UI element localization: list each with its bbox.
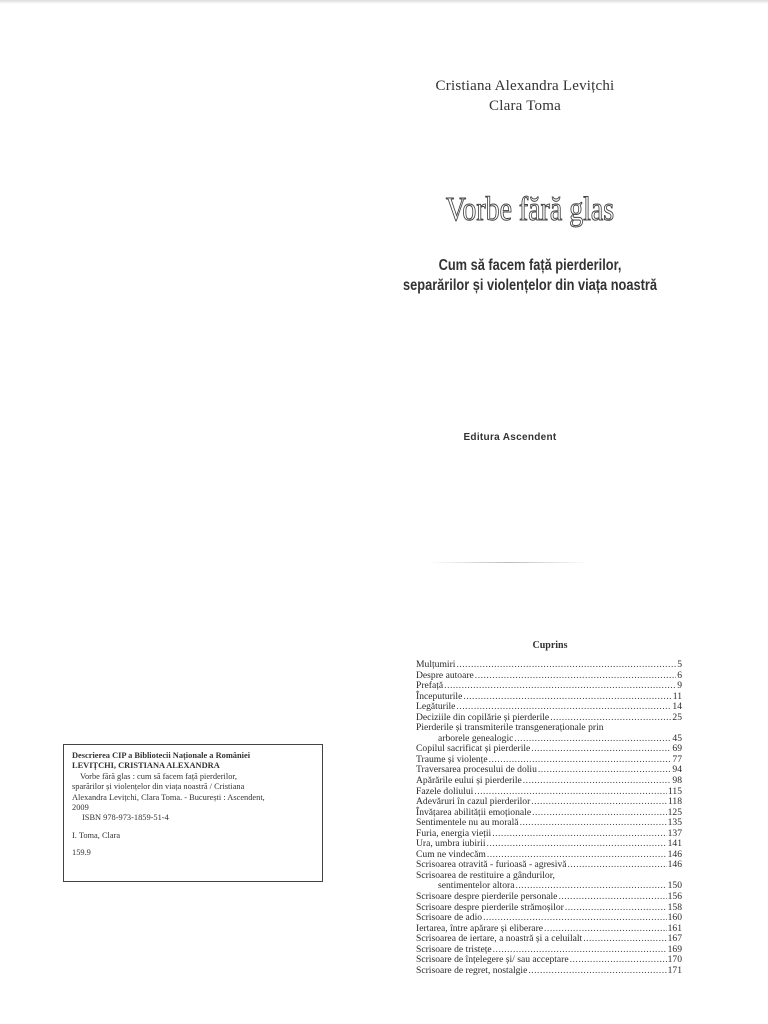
toc-leader-dots [528, 966, 666, 977]
toc-leader-dots [514, 734, 671, 745]
toc-entry-page: 146 [667, 848, 682, 860]
cip-description-box [63, 744, 323, 882]
toc-entry [416, 776, 682, 787]
toc-entry-title: Traume și violențe [416, 753, 488, 765]
toc-entry [416, 660, 682, 671]
toc-entry-title: sentimentelor altora [438, 880, 515, 892]
toc-entry-title: Fazele doliului [416, 785, 474, 797]
toc-leader-dots [583, 934, 666, 945]
toc-entry [416, 966, 682, 977]
toc-entry-page: 69 [672, 743, 682, 755]
toc-entry-title: Scrisoare de înțelegere și/ sau acceptare [416, 954, 569, 966]
toc-entry [416, 671, 682, 682]
author-2: Clara Toma [489, 98, 561, 114]
toc-entry-title: Scrisoare despre pierderile personale [416, 891, 558, 903]
toc-entry-page: 169 [667, 943, 682, 955]
publisher: Editura Ascendent [463, 432, 557, 443]
toc-entry [416, 692, 682, 703]
toc-entry-title: Prefață [416, 680, 444, 692]
toc-leader-dots [538, 765, 672, 776]
toc-entry-page: 137 [667, 827, 682, 839]
toc-entry-title: Scrisoarea otravită - furioasă - agresivă [416, 859, 567, 871]
toc-entry-page: 156 [667, 891, 682, 903]
toc-leader-dots [492, 829, 666, 840]
toc-leader-dots [568, 860, 667, 871]
toc-leader-dots [558, 892, 666, 903]
cip-classification: 159.9 [72, 848, 91, 858]
toc-leader-dots [463, 692, 671, 703]
authors [380, 76, 670, 116]
cip-line: Vorbe fără glas : cum să facem față pierderilor, [80, 771, 237, 781]
toc-entry [416, 892, 682, 903]
toc-entry-page: 167 [667, 933, 682, 945]
subtitle-line-1: Cum să facem față pierderilor, [438, 257, 622, 274]
toc-leader-dots [532, 808, 667, 819]
cip-gap [72, 841, 317, 848]
toc-leader-dots [531, 797, 667, 808]
toc-entry-page: 158 [667, 901, 682, 913]
table-of-contents [416, 660, 682, 976]
toc-entry-page: 125 [667, 806, 682, 818]
toc-heading: Cuprins [532, 640, 568, 651]
toc-leader-dots [570, 955, 667, 966]
toc-entry-page: 5 [677, 659, 682, 670]
toc-entry-page: 146 [667, 859, 682, 871]
toc-leader-dots [531, 744, 671, 755]
book-subtitle [378, 256, 682, 296]
toc-leader-dots [475, 671, 676, 682]
cip-isbn: ISBN 978-973-1859-51-4 [82, 813, 169, 823]
toc-entry-title: Adevăruri în cazul pierderilor [416, 796, 531, 808]
toc-entry-page: 77 [672, 753, 682, 765]
toc-entry-page: 25 [672, 711, 682, 723]
toc-entry-title: Iertarea, între apărare și eliberare [416, 922, 544, 934]
toc-entry-page: 98 [672, 775, 682, 787]
toc-entry-first-line: Pierderile și transmiterile transgeneraționale prin [416, 722, 604, 734]
toc-entry-title: Cum ne vindecăm [416, 848, 486, 860]
toc-entry-title: Scrisoare despre pierderile strămoșilor [416, 901, 564, 913]
toc-leader-dots [523, 776, 672, 787]
cip-line: I. Toma, Clara [72, 830, 121, 840]
toc-entry-title: Legăturile [416, 701, 456, 713]
cip-line: LEVIȚCHI, CRISTIANA ALEXANDRA [72, 761, 220, 771]
author-1: Cristiana Alexandra Levițchi [435, 78, 615, 94]
toc-entry-title: Ura, umbra iubirii [416, 838, 486, 850]
toc-entry-title: Deciziile din copilărie și pierderile [416, 711, 550, 723]
toc-entry-page: 94 [672, 764, 682, 776]
toc-entry-page: 161 [667, 922, 682, 934]
toc-entry-title: Mulțumiri [416, 659, 456, 670]
toc-entry-first-line: Scrisoarea de restituire a gândurilor, [416, 869, 555, 881]
toc-entry-page: 14 [672, 701, 682, 713]
subtitle-line-2: separărilor și violențelor din viața noastră [403, 277, 657, 294]
toc-entry-page: 11 [672, 690, 682, 702]
toc-entry-title: Scrisoarea de iertare, a noastră și a celuilalt [416, 933, 583, 945]
toc-entry-page: 9 [677, 680, 682, 692]
book-title: Vorbe fără glas [445, 191, 615, 228]
cip-gap [72, 824, 317, 831]
cip-line: Descrierea CIP a Bibliotecii Naționale a României [72, 751, 251, 760]
toc-leader-dots [487, 839, 667, 850]
toc-entry-title: Scrisoare de tristețe [416, 943, 492, 955]
toc-entry-page: 160 [667, 912, 682, 924]
toc-entry-title: Învățarea abilității emoționale [416, 806, 532, 818]
cip-line: Alexandra Levițchi, Clara Toma. - București : Ascendent, [72, 792, 265, 802]
toc-entry-page: 6 [677, 669, 682, 681]
toc-entry-page: 115 [667, 785, 682, 797]
toc-entry-page: 141 [667, 838, 682, 850]
cip-line: 2009 [72, 803, 89, 813]
toc-entry-title: Scrisoare de adio [416, 912, 483, 924]
toc-entry-title: Traversarea procesului de doliu [416, 764, 537, 776]
toc-entry-page: 118 [667, 796, 682, 808]
toc-entry-title: Sentimentele nu au morală [416, 817, 519, 829]
toc-entry-page: 150 [667, 880, 682, 892]
toc-entry-title: Furia, energia vieții [416, 827, 492, 839]
toc-entry-page: 171 [667, 964, 682, 976]
toc-entry-title: Începuturile [416, 690, 463, 702]
toc-entry-title: Apărările eului și pierderile [416, 775, 522, 787]
toc-leader-dots [565, 903, 667, 914]
toc-entry-title: Scrisoare de regret, nostalgie [416, 964, 528, 976]
toc-leader-dots [520, 818, 667, 829]
toc-entry-title: arborele genealogic [438, 732, 514, 744]
toc-entry-page: 135 [667, 817, 682, 829]
toc-leader-dots [456, 660, 676, 671]
divider-rule [428, 562, 590, 563]
cip-line: sparărilor și violențelor din viața noastră / Cristiana [72, 782, 245, 792]
toc-entry-page: 45 [672, 732, 682, 744]
toc-entry-title: Despre autoare [416, 669, 474, 681]
toc-entry-title: Copilul sacrificat și pierderile [416, 743, 531, 755]
scan-edge-shadow [0, 0, 768, 4]
toc-leader-dots [444, 681, 676, 692]
toc-entry-page: 170 [667, 954, 682, 966]
